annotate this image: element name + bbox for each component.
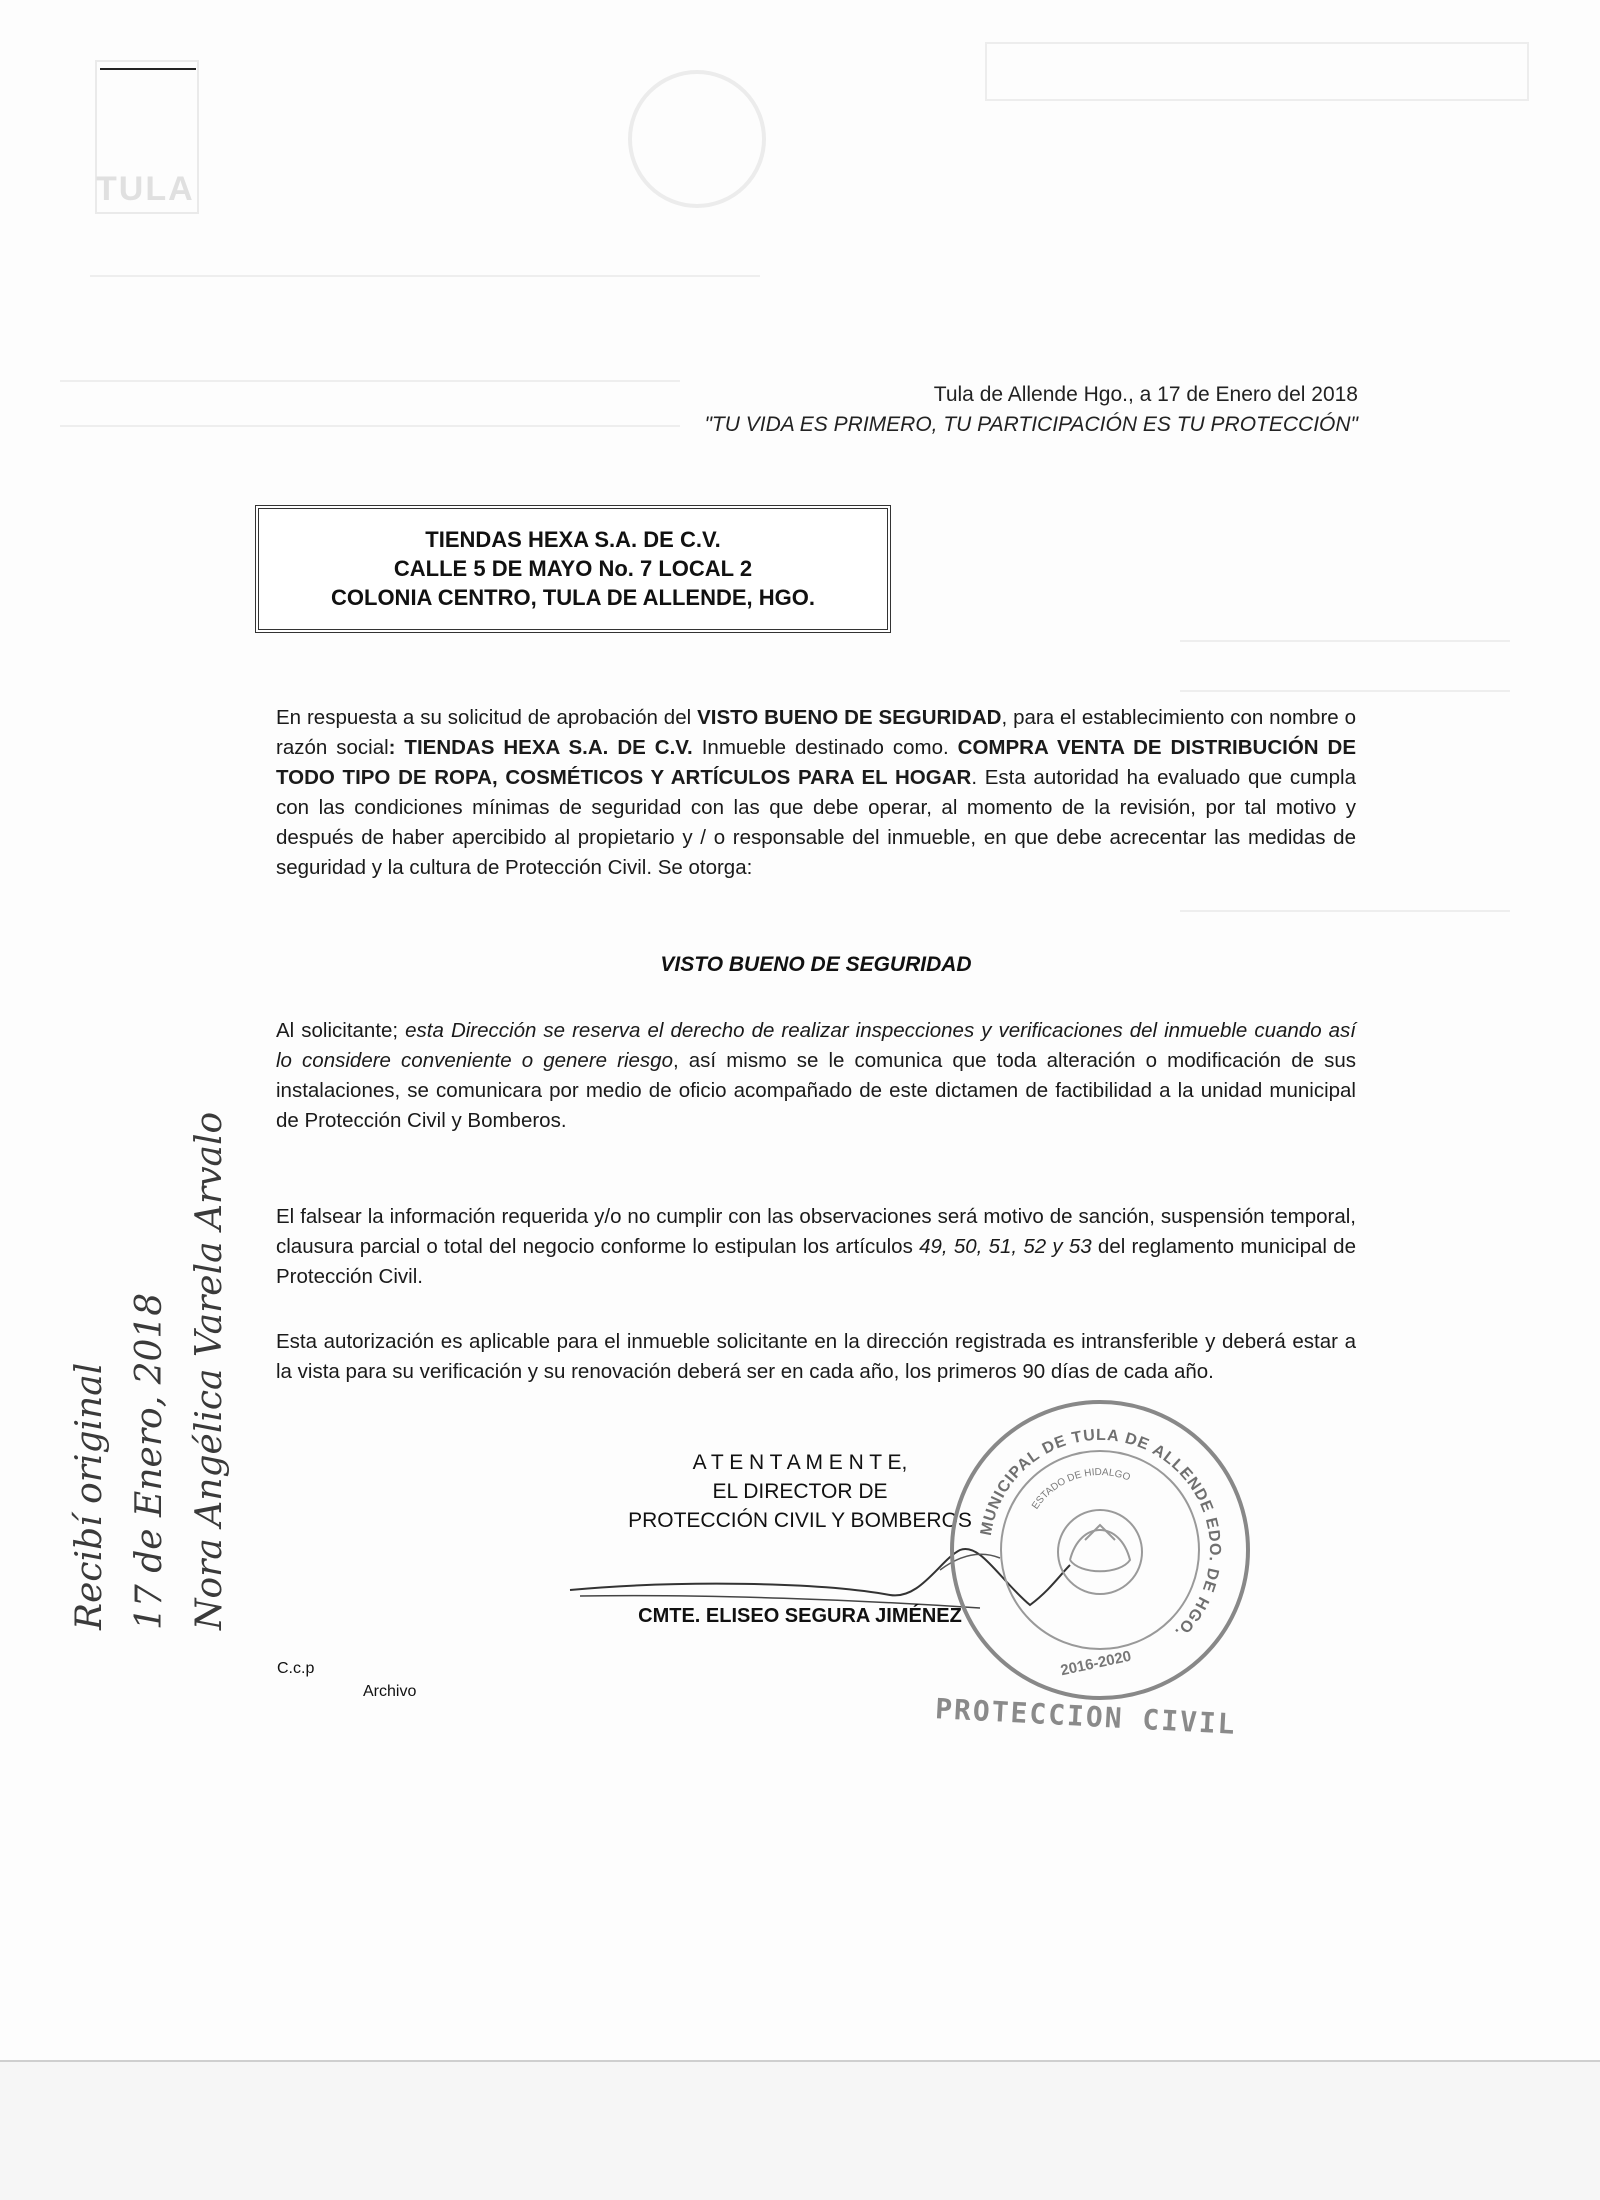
faint-seal-icon bbox=[628, 70, 766, 208]
paragraph-notice bbox=[276, 1016, 1356, 1136]
scan-bottom-strip bbox=[0, 2060, 1600, 2200]
closing-department: PROTECCIÓN CIVIL Y BOMBEROS bbox=[628, 1509, 972, 1532]
closing-salutation: A T E N T A M E N T E, bbox=[692, 1451, 908, 1474]
recipient-colony: COLONIA CENTRO, TULA DE ALLENDE, HGO. bbox=[331, 585, 815, 610]
faint-logo-text: TULA bbox=[96, 170, 195, 208]
stamp-inner-text: ESTADO DE HIDALGO bbox=[1030, 1466, 1132, 1512]
stamp-label: PROTECCION CIVIL bbox=[934, 1692, 1238, 1741]
ghost-line bbox=[1180, 640, 1510, 642]
text-run: del reglamento municipal de Protección Civil. bbox=[276, 1235, 1356, 1288]
paragraph-request bbox=[276, 703, 1356, 883]
recipient-box bbox=[255, 505, 891, 633]
ghost-line bbox=[90, 275, 760, 277]
handwritten-receipt-note bbox=[60, 1030, 240, 1630]
text-run: En respuesta a su solicitud de aprobación del bbox=[276, 706, 698, 729]
company-name: : TIENDAS HEXA S.A. DE C.V. bbox=[388, 736, 693, 759]
recipient-name: TIENDAS HEXA S.A. DE C.V. bbox=[425, 527, 721, 552]
text-run: El falsear la información requerida y/o no cumplir con las observaciones será motivo de sanción, suspensión temporal, clausura parcial o total del negocio conforme lo estipulan los artículos bbox=[276, 1205, 1356, 1258]
business-purpose: COMPRA VENTA DE DISTRIBUCIÓN DE TODO TIPO DE ROPA, COSMÉTICOS Y ARTÍCULOS PARA EL HOGAR bbox=[276, 736, 1357, 789]
handwritten-line: Recibí original bbox=[69, 1362, 110, 1630]
ccp-archive: Archivo bbox=[363, 1683, 417, 1700]
text-run: . Esta autoridad ha evaluado que cumpla con las condiciones mínimas de seguridad con las que debe operar, al momento de la revisión, por tal motivo y después de haber apercibido al propietario y / o responsable del inmueble, en que debe acrecentar las medidas de seguridad y la cultura de Protección Civil. Se otorga: bbox=[276, 766, 1356, 879]
ccp-label: C.c.p bbox=[277, 1660, 315, 1677]
paragraph-validity: Esta autorización es aplicable para el inmueble solicitante en la dirección registrada es intransferible y deberá estar a la vista para su verificación y su renovación deberá ser en cada año, los primeros 90 días de cada año. bbox=[276, 1330, 1356, 1383]
signer-name: CMTE. ELISEO SEGURA JIMÉNEZ bbox=[638, 1605, 962, 1627]
ghost-line bbox=[1180, 910, 1510, 912]
stamp-years: 2016-2020 bbox=[1059, 1647, 1133, 1680]
text-run: , para el establecimiento con nombre o razón social bbox=[276, 706, 1356, 759]
text-bold: VISTO BUENO DE SEGURIDAD bbox=[697, 706, 1002, 729]
ghost-line bbox=[1180, 690, 1510, 692]
closing-role: EL DIRECTOR DE bbox=[712, 1480, 888, 1503]
faint-top-box bbox=[985, 42, 1529, 101]
ghost-line bbox=[60, 425, 680, 427]
handwritten-line: 17 de Enero, 2018 bbox=[129, 1292, 170, 1630]
ghost-line bbox=[60, 380, 680, 382]
paragraph-sanctions bbox=[276, 1202, 1356, 1292]
recipient-street: CALLE 5 DE MAYO No. 7 LOCAL 2 bbox=[393, 556, 753, 581]
text-run: Al solicitante; bbox=[276, 1019, 406, 1042]
text-run: Inmueble destinado como. bbox=[692, 736, 958, 759]
motto: "TU VIDA ES PRIMERO, TU PARTICIPACIÓN ES TU PROTECCIÓN" bbox=[704, 413, 1358, 436]
text-run: , así mismo se le comunica que toda alteración o modificación de sus instalaciones, se comunicara por medio de oficio acompañado de este dictamen de factibilidad a la unidad municipal de Protección Civil y Bomberos. bbox=[276, 1049, 1356, 1132]
text-italic: esta Dirección se reserva el derecho de realizar inspecciones y verificaciones del inmueble cuando así lo considere conveniente o genere riesgo bbox=[276, 1019, 1356, 1072]
article-numbers: 49, 50, 51, 52 y 53 bbox=[919, 1235, 1092, 1258]
date-line: Tula de Allende Hgo., a 17 de Enero del 2018 bbox=[933, 383, 1358, 406]
grant-title: VISTO BUENO DE SEGURIDAD bbox=[660, 953, 972, 976]
stamp-outer-text: MUNICIPAL DE TULA DE ALLENDE EDO. DE HGO. bbox=[977, 1426, 1224, 1642]
handwritten-line: Nora Angélica Varela Arvalo bbox=[189, 1111, 230, 1630]
